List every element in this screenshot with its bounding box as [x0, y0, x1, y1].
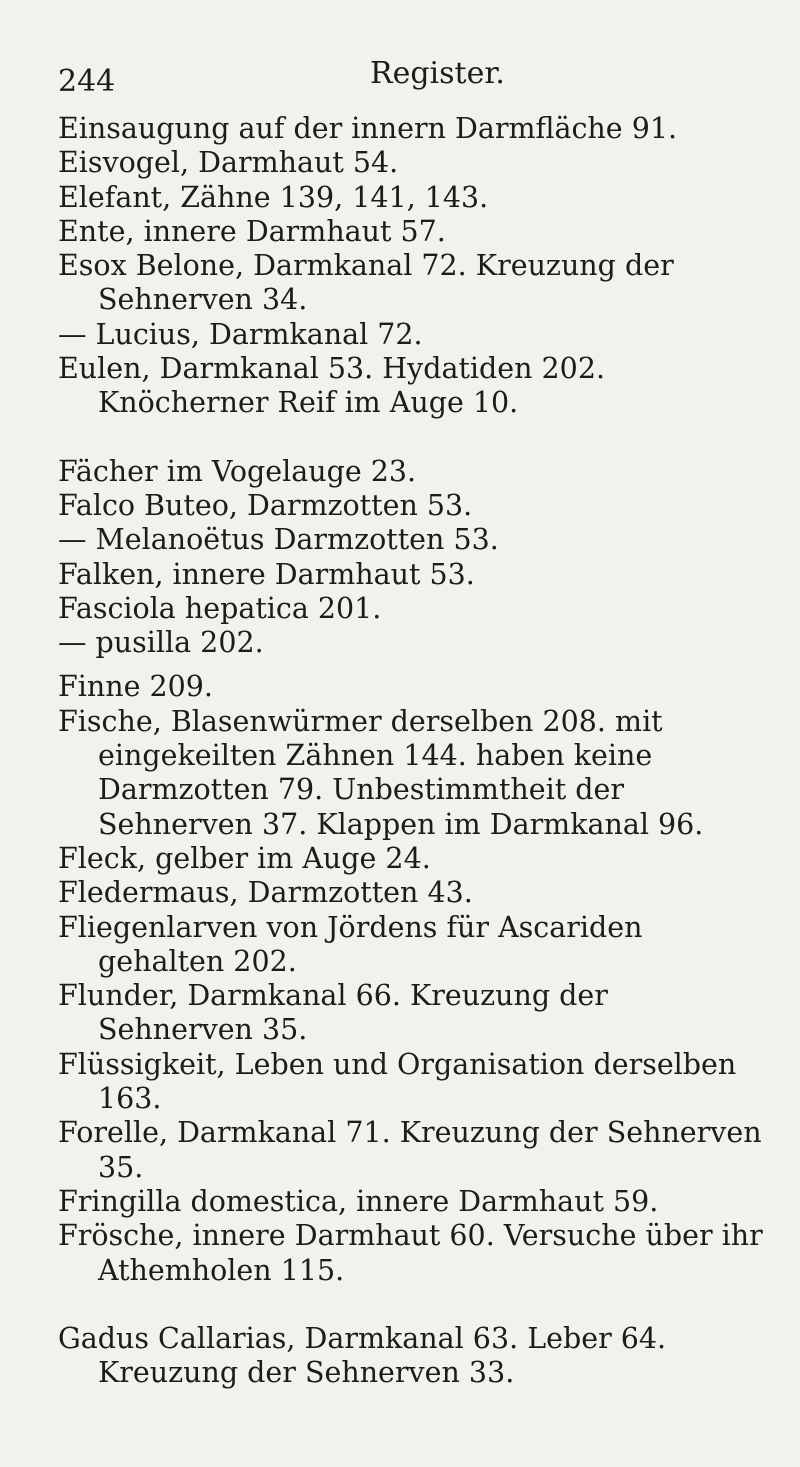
index-entry: Gadus Callarias, Darmkanal 63. Leber 64. Kreuzung der Sehnerven 33.: [58, 1321, 667, 1390]
index-entry: Ente, innere Darmhaut 57.: [58, 214, 446, 248]
index-entry: Fasciola hepatica 201.: [58, 591, 382, 625]
index-entry: Einsaugung auf der innern Darmfläche 91.: [58, 112, 678, 145]
page-number: 244: [58, 64, 116, 99]
index-entry: Frösche, innere Darmhaut 60. Versuche über ihr Athemholen 115.: [58, 1219, 763, 1287]
index-entry: Fächer im Vogelauge 23.: [58, 454, 417, 488]
index-entry: — pusilla 202.: [58, 626, 264, 660]
index-entry: Fledermaus, Darmzotten 43.: [58, 876, 473, 910]
index-entry: Fleck, gelber im Auge 24.: [58, 841, 431, 875]
index-entry: — Lucius, Darmkanal 72.: [58, 317, 423, 351]
section-gap: [58, 1288, 770, 1322]
index-entry: Falco Buteo, Darmzotten 53.: [58, 488, 473, 522]
index-entry: Esox Belone, Darmkanal 72. Kreuzung der Sehnerven 34.: [58, 249, 674, 317]
index-entry: Elefant, Zähne 139, 141, 143.: [58, 180, 489, 214]
index-entry: Forelle, Darmkanal 71. Kreuzung der Sehnerven 35.: [58, 1116, 762, 1184]
section-gap: [58, 421, 770, 455]
spacer: [58, 660, 770, 670]
page-header: [58, 52, 758, 102]
index-entry: Eisvogel, Darmhaut 54.: [58, 146, 399, 180]
index-entry: Finne 209.: [58, 670, 213, 704]
index-entry: Falken, innere Darmhaut 53.: [58, 557, 475, 591]
index-entry: Fliegenlarven von Jördens für Ascariden gehalten 202.: [58, 910, 643, 978]
index-entries: [58, 112, 770, 1390]
running-title: Register.: [370, 56, 505, 91]
index-entry: Flüssigkeit, Leben und Organisation derselben 163.: [58, 1047, 737, 1116]
index-entry: Flunder, Darmkanal 66. Kreuzung der Sehnerven 35.: [58, 979, 608, 1047]
index-entry: Fringilla domestica, innere Darmhaut 59.: [58, 1184, 659, 1218]
index-entry: Fische, Blasenwürmer derselben 208. mit eingekeilten Zähnen 144. haben keine Darmzotten 79. Unbestimmtheit der Sehnerven 37. Klappen im Darmkanal 96.: [58, 704, 704, 841]
index-entry: Eulen, Darmkanal 53. Hydatiden 202. Knöcherner Reif im Auge 10.: [58, 352, 606, 420]
index-entry: — Melanoëtus Darmzotten 53.: [58, 523, 499, 557]
